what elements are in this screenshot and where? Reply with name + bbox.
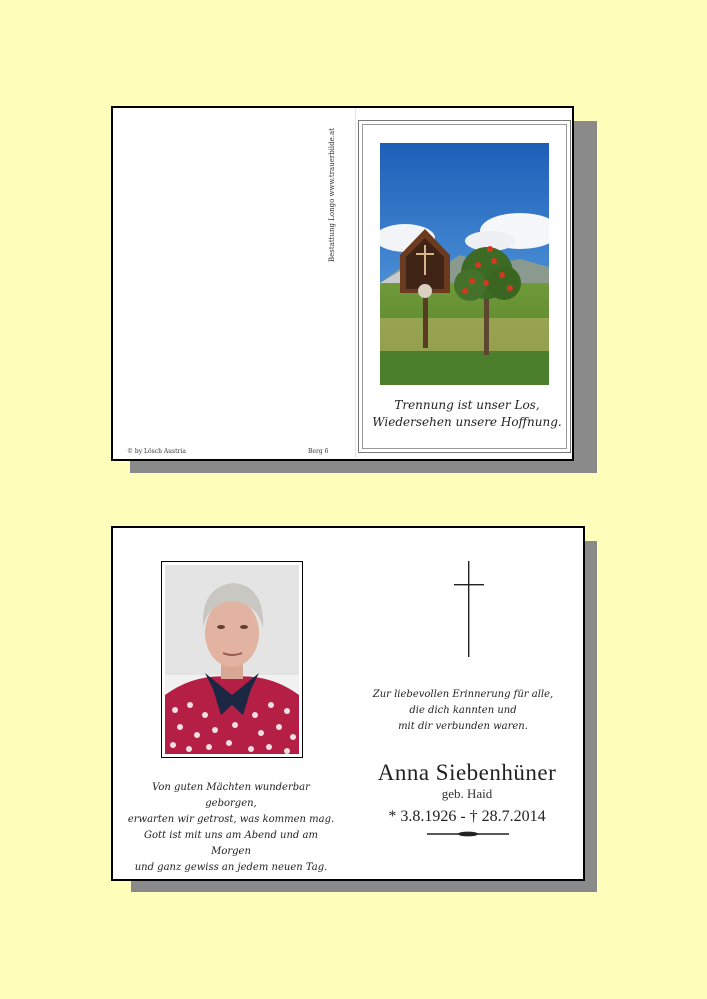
copyright-text: © by Lösch Austria — [127, 448, 186, 455]
cross-icon — [453, 561, 485, 657]
deceased-name: Anna Siebenhüner — [377, 760, 557, 785]
memorial-line: mit dir verbunden waren. — [398, 721, 528, 732]
portrait-photo — [161, 561, 303, 758]
fold-line — [355, 108, 356, 459]
memorial-line: Zur liebevollen Erinnerung für alle, — [372, 689, 554, 700]
poem — [125, 780, 337, 876]
portrait-icon — [165, 565, 299, 754]
poem-line: Gott ist mit uns am Abend und am Morgen — [144, 830, 318, 857]
quote-line-1: Trennung ist unser Los, — [394, 398, 540, 412]
line-ornament-icon — [425, 830, 511, 838]
memorial-line: die dich kannten und — [409, 705, 517, 716]
life-dates: * 3.8.1926 - † 28.7.2014 — [388, 808, 546, 825]
memorial-text — [363, 687, 563, 735]
bottom-card — [111, 526, 585, 881]
poem-line: Von guten Mächten wunderbar geborgen, — [152, 782, 310, 809]
quote-line-2: Wiedersehen unsere Hoffnung. — [372, 415, 562, 429]
design-code: Berg 6 — [308, 448, 329, 455]
poem-line: erwarten wir getrost, was kommen mag. — [127, 814, 335, 825]
wayside-crucifix-icon — [380, 143, 549, 385]
maiden-name: geb. Haid — [441, 786, 493, 801]
top-card — [111, 106, 574, 461]
farewell-quote — [367, 397, 567, 431]
poem-line: und ganz gewiss an jedem neuen Tag. — [134, 862, 328, 873]
landscape-photo — [380, 143, 549, 385]
vertical-credit: Bestattung Longo www.trauerbilde.at — [328, 128, 336, 262]
